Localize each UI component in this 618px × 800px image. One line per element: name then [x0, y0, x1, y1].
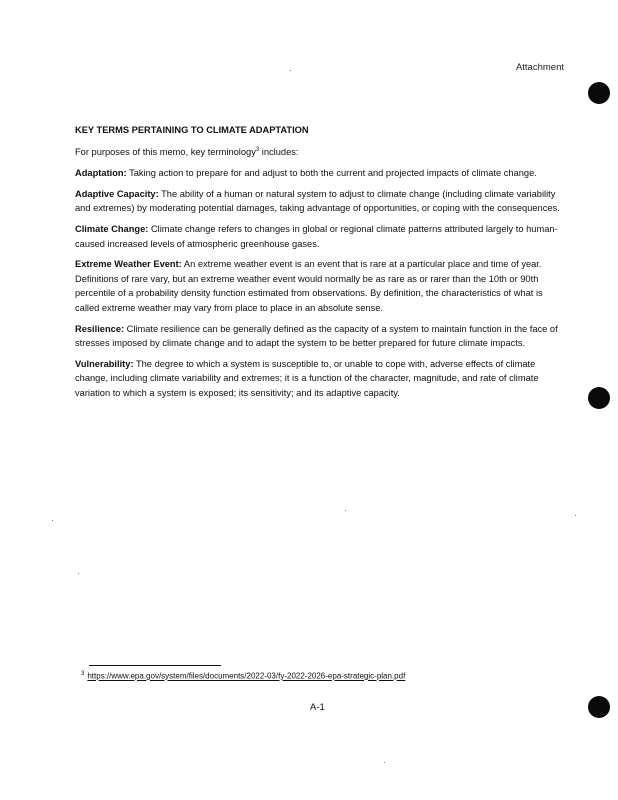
definition-adaptive-capacity [75, 187, 567, 216]
term-definition: Climate change refers to changes in global or regional climate patterns attributed largely to human-caused increased levels of atmospheric greenhouse gases. [75, 223, 558, 249]
term-definition: The ability of a human or natural system to adjust to climate change (including climate variability and extremes) by moderating potential damages, taking advantage of opportunities, or coping with the consequences. [75, 188, 560, 214]
term-label: Climate Change: [75, 223, 149, 234]
definition-vulnerability [75, 357, 567, 401]
intro-text: For purposes of this memo, key terminology [75, 146, 256, 157]
intro-sentence [75, 145, 567, 160]
term-label: Extreme Weather Event: [75, 259, 182, 270]
document-body [75, 123, 567, 407]
definition-adaptation [75, 166, 567, 181]
term-label: Vulnerability: [75, 358, 134, 369]
footnote-link[interactable]: https://www.epa.gov/system/files/documents/2022-03/fy-2022-2026-epa-strategic-plan.pdf [87, 671, 406, 681]
page-number: A-1 [310, 702, 325, 713]
term-definition: An extreme weather event is an event that is rare at a particular place and time of year. Definitions of rare vary, but an extreme weather event would normally be as rare as or rarer than the 10th or 90th percentile of a probability density function estimated from observations. By definition, the characteristics of what is called extreme weather may vary from place to place in an absolute sense. [75, 259, 543, 313]
scan-speck [290, 70, 291, 71]
scan-speck [52, 520, 53, 521]
term-definition: Taking action to prepare for and adjust to both the current and projected impacts of climate change. [126, 168, 537, 179]
term-label: Adaptation: [75, 168, 127, 179]
footnote-ref: 3 [255, 146, 260, 153]
punch-hole-bottom [588, 696, 610, 718]
punch-hole-middle [588, 387, 610, 409]
header-attachment-label: Attachment [515, 62, 564, 73]
term-label: Resilience: [75, 323, 125, 334]
punch-hole-top [588, 82, 610, 104]
scan-speck [575, 515, 576, 516]
term-label: Adaptive Capacity: [75, 188, 159, 199]
scan-speck [384, 762, 385, 763]
scan-speck [78, 573, 79, 574]
definition-climate-change [75, 222, 567, 251]
definition-extreme-weather-event [75, 257, 567, 315]
term-definition: Climate resilience can be generally defined as the capacity of a system to maintain function in the face of stresses imposed by climate change and to adapt the system to be better prepared for future climate impacts. [75, 323, 558, 349]
intro-text-end: includes: [259, 146, 299, 157]
footnote-separator [89, 665, 221, 666]
scan-speck [345, 510, 346, 511]
definition-resilience [75, 322, 567, 351]
term-definition: The degree to which a system is susceptible to, or unable to cope with, adverse effects of climate change, including climate variability and extremes; it is a function of the character, magnitude, and rate of climate variation to which a system is exposed; its sensitivity; and its adaptive capacity. [75, 358, 539, 398]
footnote [81, 671, 405, 681]
footnote-number: 3 [81, 671, 85, 677]
section-heading: KEY TERMS PERTAINING TO CLIMATE ADAPTATION [75, 125, 309, 135]
